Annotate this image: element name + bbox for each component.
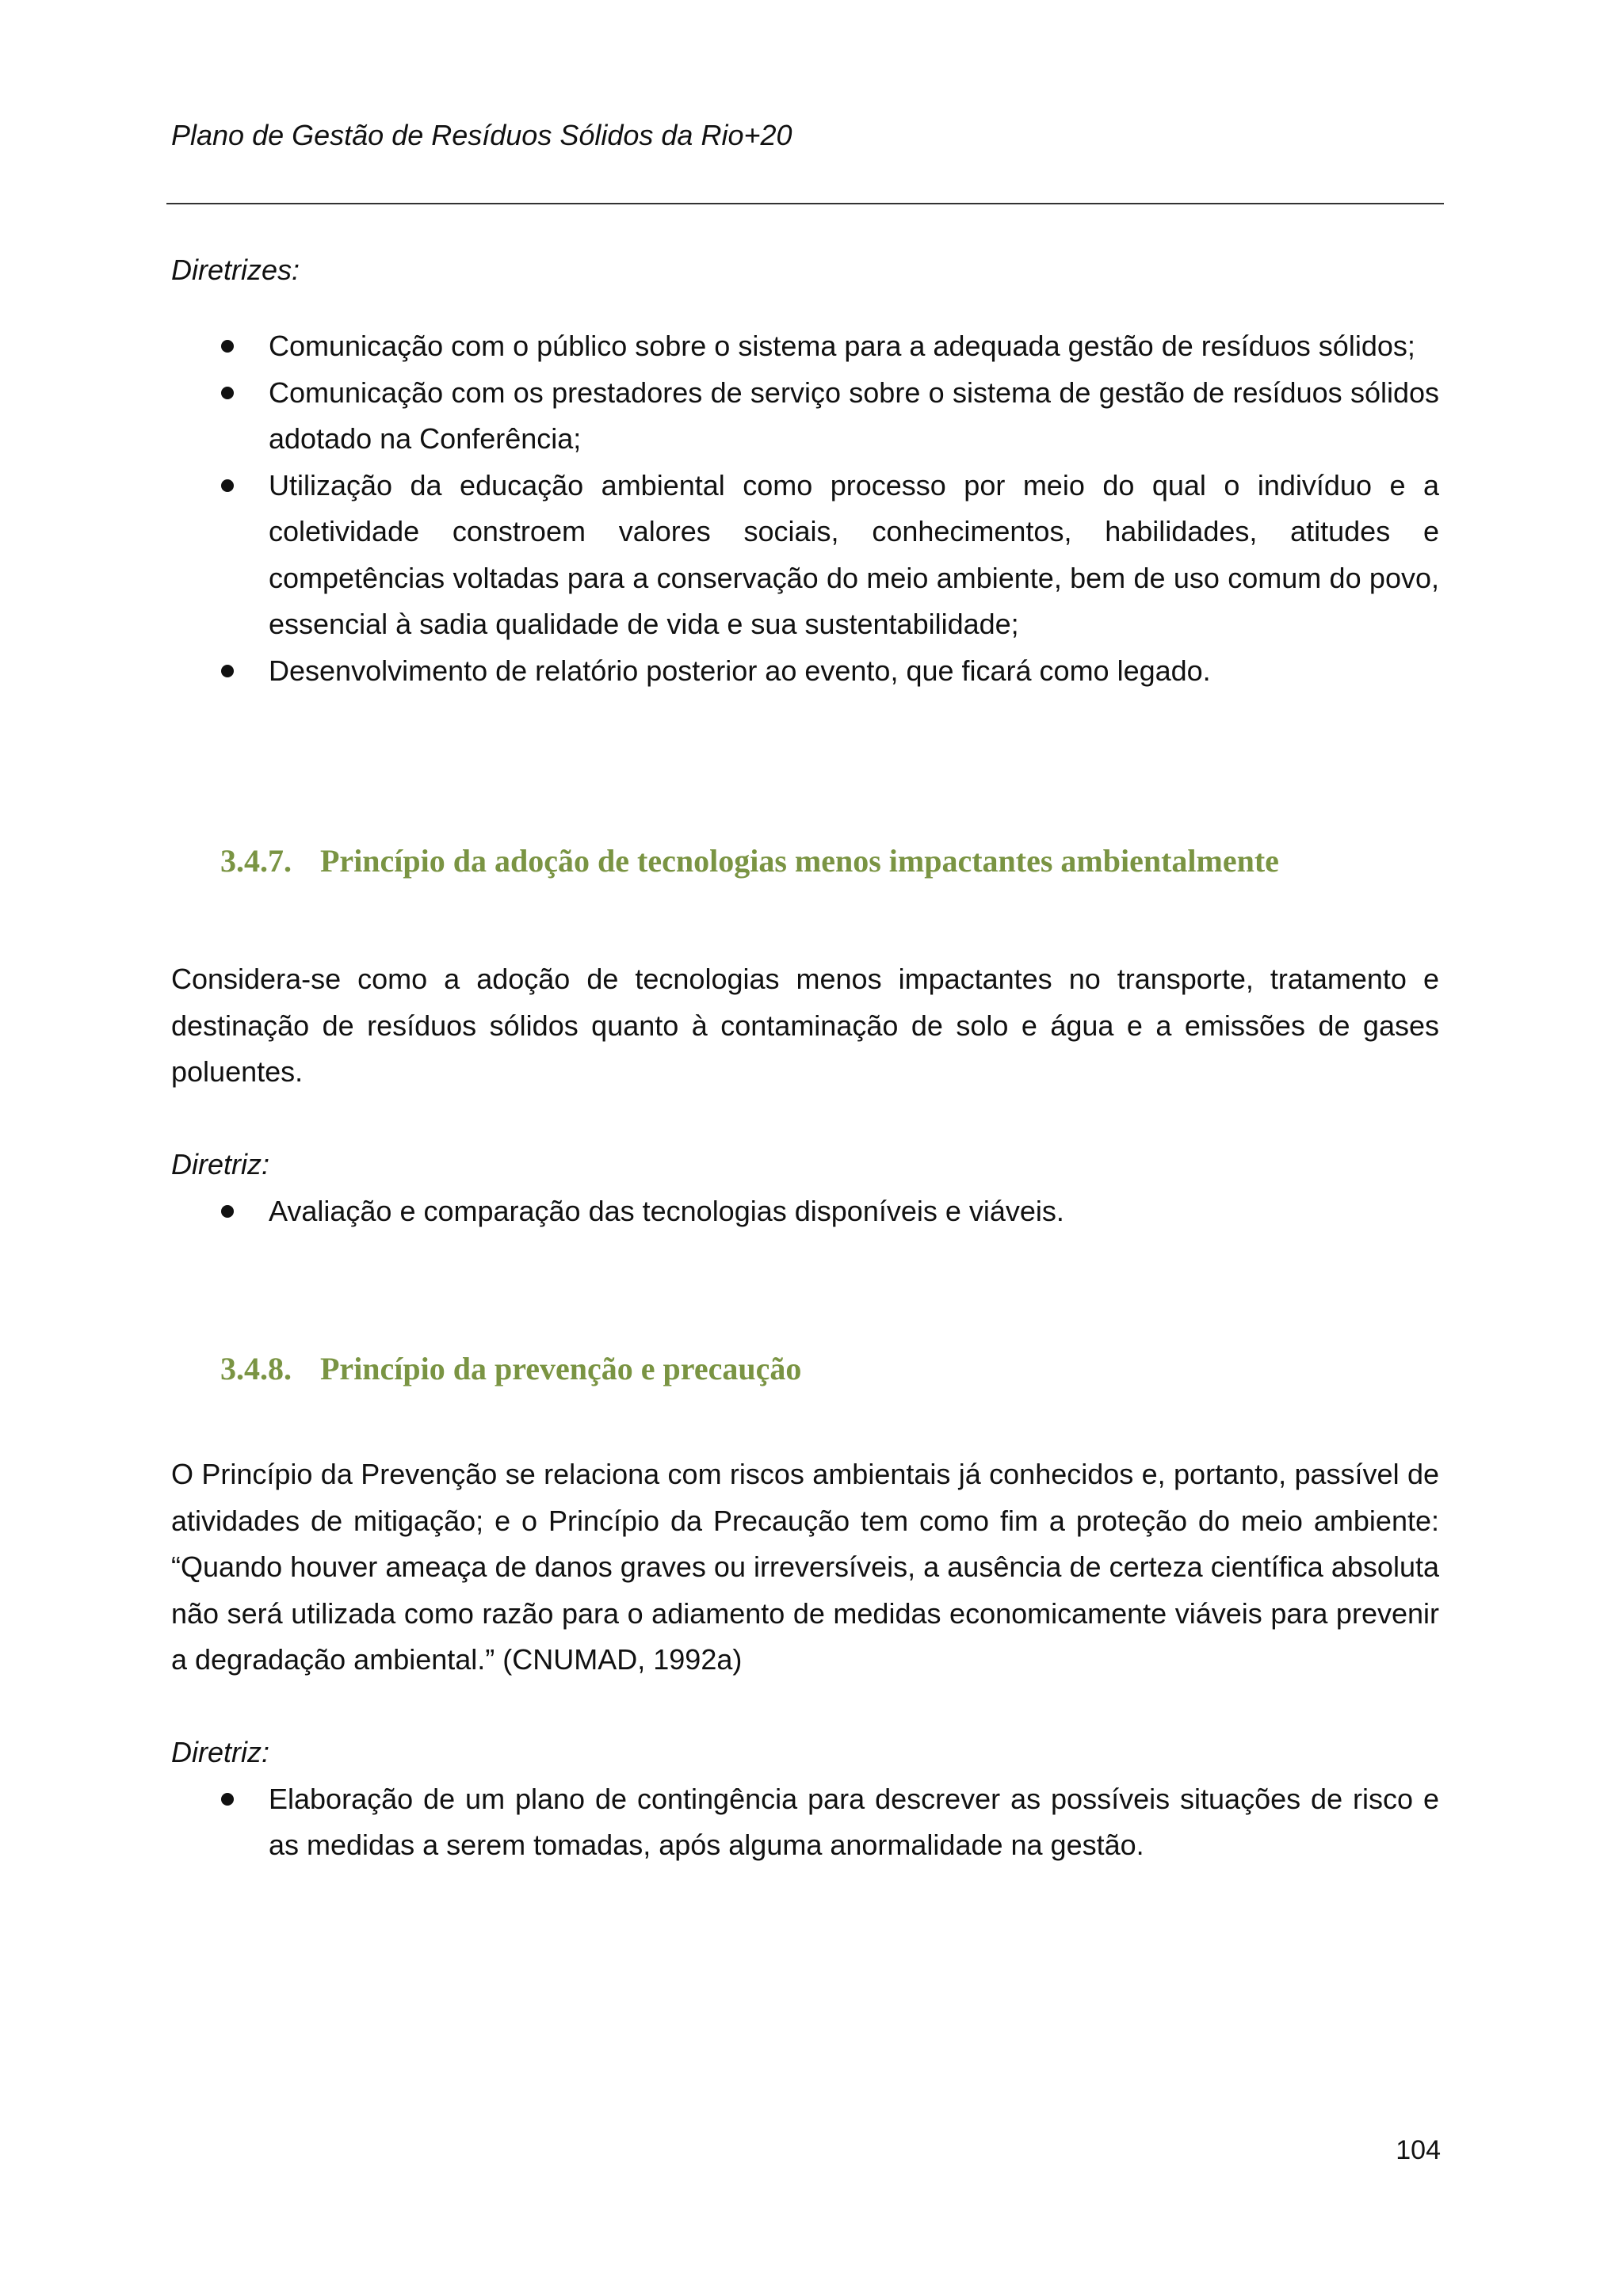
list-item: Elaboração de um plano de contingência para descrever as possíveis situações de risco e as medidas a serem tomadas, após alguma anormalidade na gestão. — [171, 1776, 1439, 1869]
bullet-icon — [221, 665, 234, 677]
section-348-list — [171, 1776, 1439, 1869]
guidelines-list — [171, 323, 1439, 694]
guidelines-list-block — [171, 323, 1439, 694]
list-item: Avaliação e comparação das tecnologias disponíveis e viáveis. — [171, 1188, 1439, 1235]
bullet-icon — [221, 387, 234, 399]
list-item: Utilização da educação ambiental como processo por meio do qual o indivíduo e a coletividade constroem valores sociais, conhecimentos, habilidades, atitudes e competências voltadas para a conservação do meio ambiente, bem de uso comum do povo, essencial à sadia qualidade de vida e sua sustentabilidade; — [171, 463, 1439, 648]
page-number: 104 — [1396, 2135, 1441, 2165]
section-title: Princípio da adoção de tecnologias menos impactantes ambientalmente — [320, 843, 1279, 879]
section-347-guideline-block — [171, 1142, 1439, 1234]
bullet-icon — [221, 1205, 234, 1218]
section-heading-348 — [220, 1348, 801, 1390]
list-item: Desenvolvimento de relatório posterior ao evento, que ficará como legado. — [171, 648, 1439, 695]
section-347-paragraph: Considera-se como a adoção de tecnologias menos impactantes no transporte, tratamento e destinação de resíduos sólidos quanto à contaminação de solo e água e a emissões de gases poluentes. — [171, 963, 1439, 1088]
bullet-icon — [221, 340, 234, 353]
running-header: Plano de Gestão de Resíduos Sólidos da Rio+20 — [171, 119, 792, 151]
section-348-guideline-block — [171, 1730, 1439, 1869]
section-number: 3.4.8. — [220, 1351, 292, 1386]
guideline-label: Diretriz: — [171, 1736, 269, 1768]
bullet-icon — [221, 479, 234, 492]
header-divider — [166, 203, 1444, 204]
section-348-paragraph: O Princípio da Prevenção se relaciona com riscos ambientais já conhecidos e, portanto, passível de atividades de mitigação; e o Princípio da Precaução tem como fim a proteção do meio ambiente: “Quando houver ameaça de danos graves ou irreversíveis, a ausência de certeza científica absoluta não será utilizada como razão para o adiamento de medidas economicamente viáveis para prevenir a degradação ambiental.” (CNUMAD, 1992a) — [171, 1458, 1439, 1676]
list-item: Comunicação com os prestadores de serviço sobre o sistema de gestão de resíduos sólidos adotado na Conferência; — [171, 370, 1439, 463]
section-347-list — [171, 1188, 1439, 1235]
list-item: Comunicação com o público sobre o sistema para a adequada gestão de resíduos sólidos; — [171, 323, 1439, 370]
section-heading-347 — [220, 841, 1279, 882]
guidelines-block — [171, 247, 1439, 294]
section-title: Princípio da prevenção e precaução — [320, 1351, 802, 1386]
guidelines-label: Diretrizes: — [171, 254, 300, 286]
bullet-icon — [221, 1793, 234, 1806]
section-number: 3.4.7. — [220, 843, 292, 879]
guideline-label: Diretriz: — [171, 1148, 269, 1180]
